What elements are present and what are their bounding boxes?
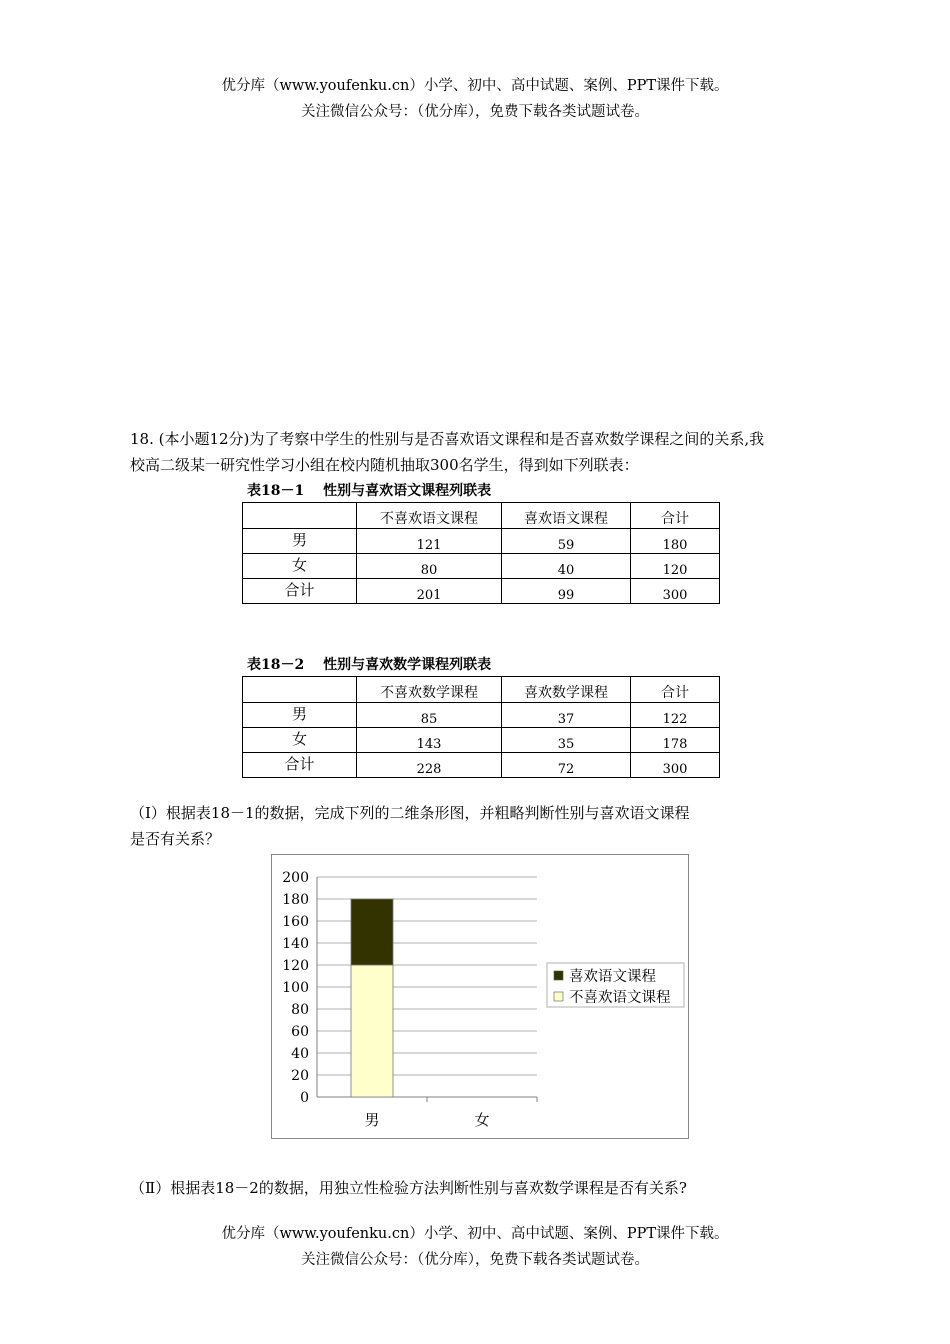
legend-label: 不喜欢语文课程 [569, 990, 671, 1006]
table-cell: 85 [357, 703, 502, 728]
row-label: 男 [243, 703, 357, 728]
part1-line-1: （Ⅰ）根据表18－1的数据，完成下列的二维条形图，并粗略判断性别与喜欢语文课程 [130, 804, 690, 822]
table-header-cell: 合计 [631, 677, 720, 703]
table2-title: 表18－2 性别与喜欢数学课程列联表 [247, 657, 492, 673]
question-line-1: 18. (本小题12分)为了考察中学生的性别与是否喜欢语文课程和是否喜欢数学课程之间的关系,我 [130, 430, 765, 448]
y-tick-label: 40 [291, 1046, 309, 1062]
row-label: 合计 [243, 579, 357, 604]
x-tick-label: 男 [364, 1111, 380, 1129]
table-header-cell: 喜欢语文课程 [502, 503, 631, 529]
y-tick-label: 80 [291, 1002, 309, 1018]
part1-line-2: 是否有关系？ [130, 830, 221, 848]
table-header-cell: 合计 [631, 503, 720, 529]
row-label: 女 [243, 554, 357, 579]
table-cell: 178 [631, 728, 720, 753]
table-header-cell: 喜欢数学课程 [502, 677, 631, 703]
table-cell: 80 [357, 554, 502, 579]
y-tick-label: 60 [291, 1024, 309, 1040]
y-tick-label: 20 [291, 1068, 309, 1084]
table-row [243, 703, 720, 728]
y-tick-label: 160 [282, 914, 309, 930]
table-cell: 201 [357, 579, 502, 604]
table-row [243, 579, 720, 604]
table-cell: 35 [502, 728, 631, 753]
table-row [243, 728, 720, 753]
table-header-cell [243, 677, 357, 703]
bar-segment [351, 899, 393, 965]
x-tick-label: 女 [474, 1111, 490, 1129]
table-header-row [243, 503, 720, 529]
table-cell: 300 [631, 579, 720, 604]
table-header-row [243, 677, 720, 703]
question-line-2: 校高二级某一研究性学习小组在校内随机抽取300名学生，得到如下列联表： [130, 456, 639, 474]
table-header-cell [243, 503, 357, 529]
table-cell: 37 [502, 703, 631, 728]
table-cell: 228 [357, 753, 502, 778]
row-label: 男 [243, 529, 357, 554]
header-line-2: 关注微信公众号：（优分库），免费下载各类试题试卷。 [301, 104, 649, 120]
table-row [243, 753, 720, 778]
table-cell: 40 [502, 554, 631, 579]
table-cell: 99 [502, 579, 631, 604]
y-tick-label: 100 [282, 980, 309, 996]
y-tick-label: 200 [282, 870, 309, 886]
legend-swatch [554, 971, 563, 980]
y-tick-label: 140 [282, 936, 309, 952]
table2 [242, 676, 720, 778]
row-label: 女 [243, 728, 357, 753]
table-cell: 143 [357, 728, 502, 753]
table-cell: 72 [502, 753, 631, 778]
table1 [242, 502, 720, 604]
table-row [243, 554, 720, 579]
table-cell: 122 [631, 703, 720, 728]
row-label: 合计 [243, 753, 357, 778]
footer-line-2: 关注微信公众号：（优分库），免费下载各类试题试卷。 [301, 1252, 649, 1268]
y-tick-label: 0 [300, 1090, 309, 1106]
table-row [243, 529, 720, 554]
table-cell: 180 [631, 529, 720, 554]
footer-line-1: 优分库（www.youfenku.cn）小学、初中、高中试题、案例、PPT课件下载。 [221, 1226, 729, 1242]
table1-title: 表18－1 性别与喜欢语文课程列联表 [247, 483, 492, 499]
table-header-cell: 不喜欢数学课程 [357, 677, 502, 703]
stacked-bar-chart [271, 854, 689, 1139]
y-tick-label: 180 [282, 892, 309, 908]
table-cell: 300 [631, 753, 720, 778]
legend-label: 喜欢语文课程 [569, 969, 656, 985]
chart-canvas [272, 855, 688, 1138]
bar-segment [351, 965, 393, 1097]
table-header-cell: 不喜欢语文课程 [357, 503, 502, 529]
table-cell: 121 [357, 529, 502, 554]
table-cell: 120 [631, 554, 720, 579]
y-tick-label: 120 [282, 958, 309, 974]
header-line-1: 优分库（www.youfenku.cn）小学、初中、高中试题、案例、PPT课件下载。 [221, 78, 729, 94]
part2-text: （Ⅱ）根据表18－2的数据，用独立性检验方法判断性别与喜欢数学课程是否有关系? [130, 1179, 687, 1197]
legend-swatch [554, 992, 563, 1001]
table-cell: 59 [502, 529, 631, 554]
